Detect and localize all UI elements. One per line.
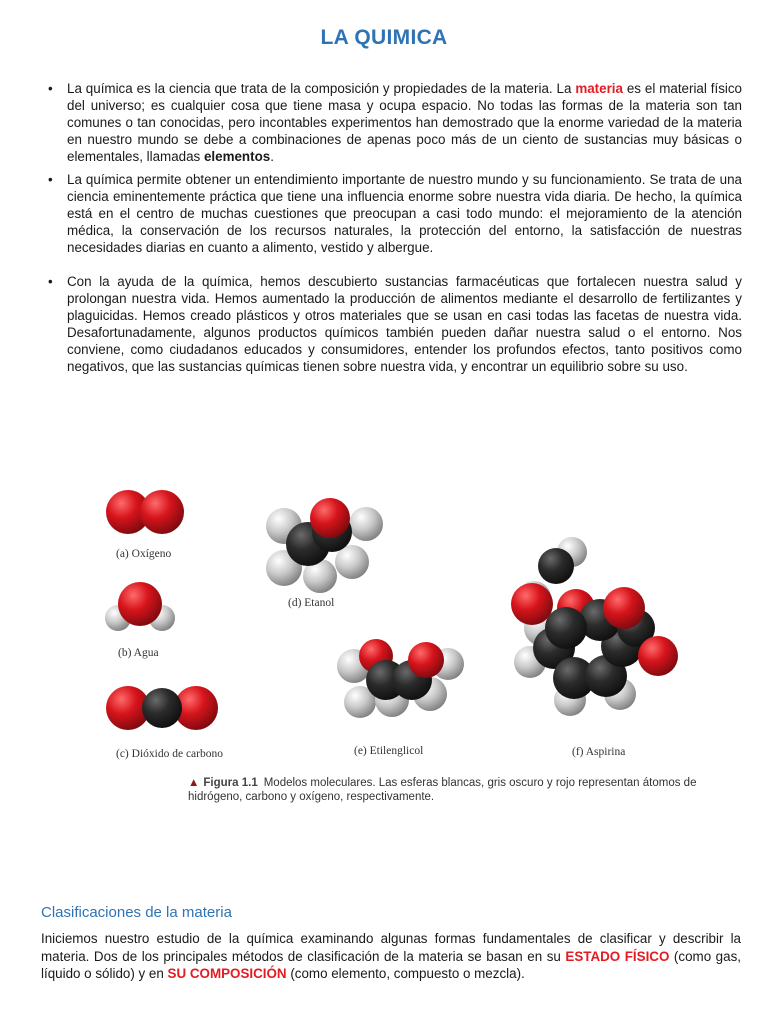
- section-text-b: (como gas, líquido o sólido) y en: [41, 948, 741, 981]
- materia-highlight: materia: [575, 81, 623, 96]
- molecules-illustration: [96, 480, 696, 780]
- label-aspirina: (f) Aspirina: [572, 746, 626, 758]
- bullet-2-text: La química permite obtener un entendimiento importante de nuestro mundo y su funcionamiento. Se trata de una ciencia eminentemente práctica que tiene una influencia enorme sobre nuestra vida diaria. De hecho, la química está en el centro de muchas cuestiones que preocupan a casi todo mundo: el mejoramiento de la atención médica, la conservación de los recursos naturales, la protección del entorno, la satisfacción de nuestras necesidades diarias en cuanto a alimento, vestido y albergue.: [67, 172, 742, 255]
- su-composicion-highlight: SU COMPOSICIÓN: [167, 966, 287, 981]
- bullet-item-2: [46, 171, 742, 256]
- section-heading: Clasificaciones de la materia: [41, 904, 232, 921]
- section-text-c: (como elemento, compuesto o mezcla).: [286, 966, 525, 981]
- bullet-item-1: [46, 80, 742, 165]
- aspirin-molecule: [511, 537, 678, 716]
- figure-caption-text: Modelos moleculares. Las esferas blancas, gris oscuro y rojo representan átomos de hidrógeno, carbono y oxígeno, respectivamente.: [188, 777, 697, 803]
- bullet-1-text-b: es el material físico del universo; es cualquier cosa que tiene masa y ocupa espacio. No todas las formas de la materia son tan comunes o tan conocidas, pero incontables experimentos han demostrado que la enorme variedad de la materia en nuestro mundo se debe a combinaciones de apenas poco más de un ciento de sustancias muy básicas o elementales, llamadas: [67, 81, 743, 164]
- bullet-list: [46, 80, 742, 375]
- bullet-1-text-a: La química es la ciencia que trata de la composición y propiedades de la materia. La: [67, 81, 576, 96]
- bullet-1-text-c: .: [270, 149, 274, 164]
- page-title: LA QUIMICA: [320, 26, 448, 49]
- ethanol-molecule: [266, 498, 383, 593]
- label-agua: (b) Agua: [118, 647, 159, 659]
- section-paragraph: [41, 930, 741, 983]
- label-dioxido-de-carbono: (c) Dióxido de carbono: [116, 748, 223, 760]
- estado-fisico-highlight: ESTADO FÍSICO: [565, 948, 670, 964]
- bullet-3-text: Con la ayuda de la química, hemos descubierto sustancias farmacéuticas que fortalecen nuestra salud y prolongan nuestra vida. Hemos aumentado la producción de alimentos mediante el desarrollo de fertilizantes y plaguicidas. Hemos creado plásticos y otros materiales que se usan en casi todas las facetas de nuestra vida. Desafortunadamente, algunos productos químicos también pueden dañar nuestra salud o el entorno. Nos conviene, como ciudadanos educados y consumidores, entender los profundos efectos, tanto positivos como negativos, que las sustancias químicas tienen sobre nuestra vida, y encontrar un equilibrio sobre su uso.: [67, 274, 742, 374]
- triangle-icon: ▲: [188, 777, 200, 789]
- carbon-dioxide-molecule: [106, 686, 218, 730]
- figure-number: Figura 1.1: [203, 777, 258, 789]
- molecular-models-figure: [96, 480, 696, 810]
- oxygen-molecule: [106, 490, 184, 534]
- elementos-bold: elementos: [203, 149, 271, 164]
- label-oxigeno: (a) Oxígeno: [116, 548, 172, 560]
- water-molecule: [105, 582, 175, 631]
- section-text-a: Iniciemos nuestro estudio de la química examinando algunas formas fundamentales de clasificar y describir la materia. Dos de los principales métodos de clasificación de la materia se basan en su: [41, 931, 741, 964]
- bullet-item-3: [46, 273, 742, 375]
- label-etanol: (d) Etanol: [288, 597, 335, 609]
- figure-caption: [188, 776, 698, 804]
- label-etilenglicol: (e) Etilenglicol: [354, 745, 424, 757]
- ethylene-glycol-molecule: [337, 639, 464, 718]
